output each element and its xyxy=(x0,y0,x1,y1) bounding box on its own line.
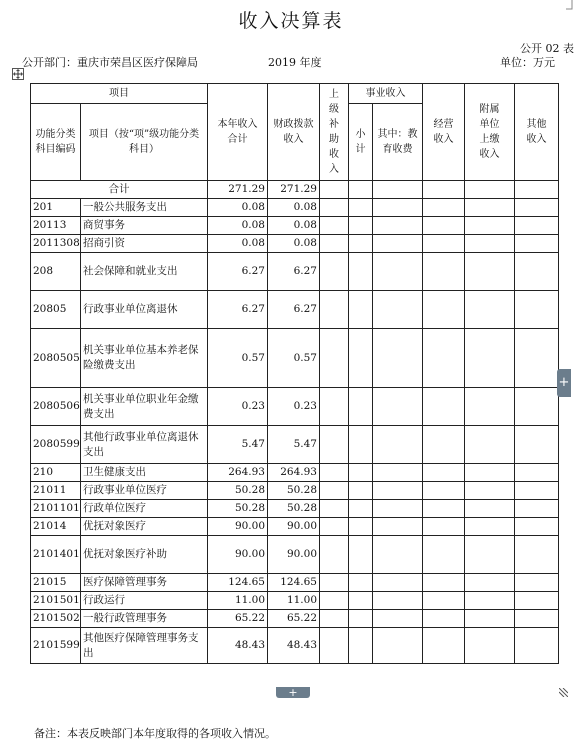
row-code: 2101401 xyxy=(31,536,81,574)
empty-cell xyxy=(515,592,559,610)
header-total-text: 本年收入合计 xyxy=(217,119,258,145)
header-business-edu xyxy=(373,104,423,181)
row-name: 优抚对象医疗补助 xyxy=(81,536,208,574)
row-code: 2080505 xyxy=(31,329,81,388)
empty-cell xyxy=(423,574,465,592)
table-resize-handle-icon[interactable] xyxy=(559,688,568,697)
empty-cell xyxy=(320,482,349,500)
empty-cell xyxy=(465,426,515,464)
empty-cell xyxy=(320,181,349,199)
table-row xyxy=(31,291,559,329)
row-code: 20805 xyxy=(31,291,81,329)
header-operating xyxy=(423,84,465,181)
row-total: 6.27 xyxy=(208,253,268,291)
empty-cell xyxy=(373,536,423,574)
empty-cell xyxy=(423,610,465,628)
row-total: 50.28 xyxy=(208,482,268,500)
empty-cell xyxy=(465,518,515,536)
empty-cell xyxy=(515,253,559,291)
row-code: 2080599 xyxy=(31,426,81,464)
empty-cell xyxy=(320,291,349,329)
empty-cell xyxy=(373,426,423,464)
empty-cell xyxy=(515,329,559,388)
empty-cell xyxy=(320,610,349,628)
table-row xyxy=(31,235,559,253)
department-label: 公开部门：重庆市荣昌区医疗保障局 xyxy=(22,56,198,69)
empty-cell xyxy=(373,500,423,518)
empty-cell xyxy=(515,426,559,464)
row-fiscal: 0.08 xyxy=(268,235,320,253)
row-code: 21015 xyxy=(31,574,81,592)
table-row xyxy=(31,482,559,500)
empty-cell xyxy=(349,482,373,500)
empty-cell xyxy=(423,329,465,388)
row-code: 2101501 xyxy=(31,592,81,610)
add-row-button[interactable]: + xyxy=(276,687,310,698)
empty-cell xyxy=(373,199,423,217)
row-fiscal: 50.28 xyxy=(268,500,320,518)
row-code: 201 xyxy=(31,199,81,217)
empty-cell xyxy=(373,592,423,610)
empty-cell xyxy=(423,253,465,291)
add-column-button[interactable]: + xyxy=(557,369,571,397)
empty-cell xyxy=(465,482,515,500)
table-row xyxy=(31,500,559,518)
row-name: 优抚对象医疗 xyxy=(81,518,208,536)
table-row xyxy=(31,610,559,628)
row-fiscal: 65.22 xyxy=(268,610,320,628)
empty-cell xyxy=(320,253,349,291)
table-move-handle-icon[interactable] xyxy=(12,68,24,80)
header-code xyxy=(31,104,81,181)
empty-cell xyxy=(423,181,465,199)
empty-cell xyxy=(349,181,373,199)
header-item-group: 项目 xyxy=(31,84,208,104)
empty-cell xyxy=(349,217,373,235)
row-total: 124.65 xyxy=(208,574,268,592)
empty-cell xyxy=(465,464,515,482)
row-code: 21014 xyxy=(31,518,81,536)
empty-cell xyxy=(515,500,559,518)
row-total: 0.23 xyxy=(208,388,268,426)
empty-cell xyxy=(465,329,515,388)
empty-cell xyxy=(465,235,515,253)
row-total: 0.08 xyxy=(208,199,268,217)
total-fiscal: 271.29 xyxy=(268,181,320,199)
empty-cell xyxy=(465,610,515,628)
empty-cell xyxy=(373,181,423,199)
row-total: 5.47 xyxy=(208,426,268,464)
empty-cell xyxy=(515,291,559,329)
header-name xyxy=(81,104,208,181)
row-code: 21011 xyxy=(31,482,81,500)
empty-cell xyxy=(320,464,349,482)
row-fiscal: 124.65 xyxy=(268,574,320,592)
header-business-edu-text: 其中：教育收费 xyxy=(377,129,418,155)
empty-cell xyxy=(465,574,515,592)
page-title: 收入决算表 xyxy=(238,10,344,32)
table-row xyxy=(31,253,559,291)
total-label: 合计 xyxy=(31,181,208,199)
empty-cell xyxy=(320,500,349,518)
empty-cell xyxy=(349,199,373,217)
row-total: 48.43 xyxy=(208,628,268,664)
row-name: 行政单位医疗 xyxy=(81,500,208,518)
header-business-group: 事业收入 xyxy=(349,84,423,104)
empty-cell xyxy=(465,253,515,291)
empty-cell xyxy=(515,199,559,217)
empty-cell xyxy=(320,536,349,574)
row-fiscal: 0.08 xyxy=(268,217,320,235)
empty-cell xyxy=(320,574,349,592)
row-code: 2011308 xyxy=(31,235,81,253)
empty-cell xyxy=(423,426,465,464)
table-row xyxy=(31,329,559,388)
empty-cell xyxy=(423,518,465,536)
header-affiliated-text: 附属单位上缴收入 xyxy=(479,104,500,160)
table-row xyxy=(31,199,559,217)
empty-cell xyxy=(373,628,423,664)
row-fiscal: 5.47 xyxy=(268,426,320,464)
row-fiscal: 0.08 xyxy=(268,199,320,217)
table-row xyxy=(31,518,559,536)
row-name: 商贸事务 xyxy=(81,217,208,235)
row-total: 0.08 xyxy=(208,235,268,253)
empty-cell xyxy=(349,518,373,536)
empty-cell xyxy=(465,291,515,329)
empty-cell xyxy=(349,500,373,518)
empty-cell xyxy=(320,199,349,217)
header-superior-text: 上级补助收入 xyxy=(329,89,339,175)
empty-cell xyxy=(515,217,559,235)
row-name: 行政运行 xyxy=(81,592,208,610)
empty-cell xyxy=(349,426,373,464)
row-fiscal: 90.00 xyxy=(268,536,320,574)
row-code: 2101101 xyxy=(31,500,81,518)
row-code: 2101599 xyxy=(31,628,81,664)
header-operating-text: 经营收入 xyxy=(433,119,454,145)
row-name: 机关事业单位基本养老保险缴费支出 xyxy=(81,329,208,388)
row-fiscal: 0.57 xyxy=(268,329,320,388)
row-total: 6.27 xyxy=(208,291,268,329)
table-row xyxy=(31,628,559,664)
row-total: 90.00 xyxy=(208,536,268,574)
empty-cell xyxy=(515,235,559,253)
row-code: 208 xyxy=(31,253,81,291)
empty-cell xyxy=(373,610,423,628)
empty-cell xyxy=(320,217,349,235)
row-total: 0.08 xyxy=(208,217,268,235)
row-fiscal: 48.43 xyxy=(268,628,320,664)
row-name: 招商引资 xyxy=(81,235,208,253)
table-row xyxy=(31,426,559,464)
row-fiscal: 0.23 xyxy=(268,388,320,426)
empty-cell xyxy=(349,628,373,664)
empty-cell xyxy=(515,388,559,426)
empty-cell xyxy=(515,536,559,574)
empty-cell xyxy=(465,388,515,426)
empty-cell xyxy=(515,628,559,664)
empty-cell xyxy=(349,235,373,253)
empty-cell xyxy=(320,235,349,253)
empty-cell xyxy=(320,388,349,426)
row-total: 11.00 xyxy=(208,592,268,610)
header-superior xyxy=(320,84,349,181)
table-row xyxy=(31,536,559,574)
empty-cell xyxy=(349,253,373,291)
empty-cell xyxy=(320,592,349,610)
row-total: 50.28 xyxy=(208,500,268,518)
empty-cell xyxy=(423,235,465,253)
empty-cell xyxy=(423,628,465,664)
empty-cell xyxy=(373,291,423,329)
row-name: 行政事业单位医疗 xyxy=(81,482,208,500)
row-name: 其他行政事业单位离退休支出 xyxy=(81,426,208,464)
row-fiscal: 11.00 xyxy=(268,592,320,610)
header-affiliated xyxy=(465,84,515,181)
empty-cell xyxy=(373,235,423,253)
empty-cell xyxy=(373,464,423,482)
empty-cell xyxy=(320,329,349,388)
empty-cell xyxy=(465,199,515,217)
row-name: 机关事业单位职业年金缴费支出 xyxy=(81,388,208,426)
empty-cell xyxy=(349,464,373,482)
table-row xyxy=(31,388,559,426)
header-other-text: 其他收入 xyxy=(526,119,547,145)
row-total: 90.00 xyxy=(208,518,268,536)
empty-cell xyxy=(515,482,559,500)
empty-cell xyxy=(373,217,423,235)
row-code: 2080506 xyxy=(31,388,81,426)
empty-cell xyxy=(349,610,373,628)
year-label: 2019 年度 xyxy=(268,56,322,69)
empty-cell xyxy=(515,181,559,199)
header-name-text: 项目（按“项”级功能分类科目） xyxy=(88,129,200,155)
empty-cell xyxy=(465,536,515,574)
table-row xyxy=(31,592,559,610)
empty-cell xyxy=(373,329,423,388)
empty-cell xyxy=(515,464,559,482)
empty-cell xyxy=(423,217,465,235)
empty-cell xyxy=(349,329,373,388)
empty-cell xyxy=(465,628,515,664)
table-row xyxy=(31,464,559,482)
header-business-sub xyxy=(349,104,373,181)
table-row xyxy=(31,574,559,592)
table-row xyxy=(31,217,559,235)
empty-cell xyxy=(465,181,515,199)
empty-cell xyxy=(373,388,423,426)
empty-cell xyxy=(349,388,373,426)
empty-cell xyxy=(373,574,423,592)
total-total: 271.29 xyxy=(208,181,268,199)
table-note: 备注：本表反映部门本年度取得的各项收入情况。 xyxy=(34,727,276,740)
row-code: 2101502 xyxy=(31,610,81,628)
unit-label: 单位：万元 xyxy=(500,56,555,69)
empty-cell xyxy=(423,388,465,426)
row-name: 其他医疗保障管理事务支出 xyxy=(81,628,208,664)
empty-cell xyxy=(423,464,465,482)
row-name: 卫生健康支出 xyxy=(81,464,208,482)
empty-cell xyxy=(423,199,465,217)
empty-cell xyxy=(320,518,349,536)
row-total: 264.93 xyxy=(208,464,268,482)
row-fiscal: 264.93 xyxy=(268,464,320,482)
row-name: 一般公共服务支出 xyxy=(81,199,208,217)
corner-mark-icon xyxy=(566,0,580,10)
header-business-sub-text: 小计 xyxy=(355,129,366,155)
empty-cell xyxy=(349,536,373,574)
empty-cell xyxy=(349,291,373,329)
empty-cell xyxy=(373,518,423,536)
header-total xyxy=(208,84,268,181)
row-code: 210 xyxy=(31,464,81,482)
row-fiscal: 6.27 xyxy=(268,291,320,329)
row-fiscal: 6.27 xyxy=(268,253,320,291)
empty-cell xyxy=(423,482,465,500)
empty-cell xyxy=(320,628,349,664)
header-fiscal-text: 财政拨款收入 xyxy=(273,119,314,145)
empty-cell xyxy=(515,518,559,536)
header-code-text: 功能分类科目编码 xyxy=(35,129,76,155)
empty-cell xyxy=(373,482,423,500)
empty-cell xyxy=(465,592,515,610)
header-other xyxy=(515,84,559,181)
income-table xyxy=(30,83,559,664)
empty-cell xyxy=(373,253,423,291)
empty-cell xyxy=(320,426,349,464)
empty-cell xyxy=(465,217,515,235)
empty-cell xyxy=(349,592,373,610)
empty-cell xyxy=(423,536,465,574)
row-fiscal: 50.28 xyxy=(268,482,320,500)
table-number: 公开 02 表 xyxy=(520,42,574,55)
empty-cell xyxy=(465,500,515,518)
header-fiscal xyxy=(268,84,320,181)
row-name: 一般行政管理事务 xyxy=(81,610,208,628)
row-total: 65.22 xyxy=(208,610,268,628)
row-fiscal: 90.00 xyxy=(268,518,320,536)
empty-cell xyxy=(423,500,465,518)
row-name: 医疗保障管理事务 xyxy=(81,574,208,592)
row-code: 20113 xyxy=(31,217,81,235)
row-name: 社会保障和就业支出 xyxy=(81,253,208,291)
empty-cell xyxy=(515,610,559,628)
row-name: 行政事业单位离退休 xyxy=(81,291,208,329)
empty-cell xyxy=(423,592,465,610)
row-total: 0.57 xyxy=(208,329,268,388)
empty-cell xyxy=(423,291,465,329)
total-row xyxy=(31,181,559,199)
empty-cell xyxy=(349,574,373,592)
empty-cell xyxy=(515,574,559,592)
